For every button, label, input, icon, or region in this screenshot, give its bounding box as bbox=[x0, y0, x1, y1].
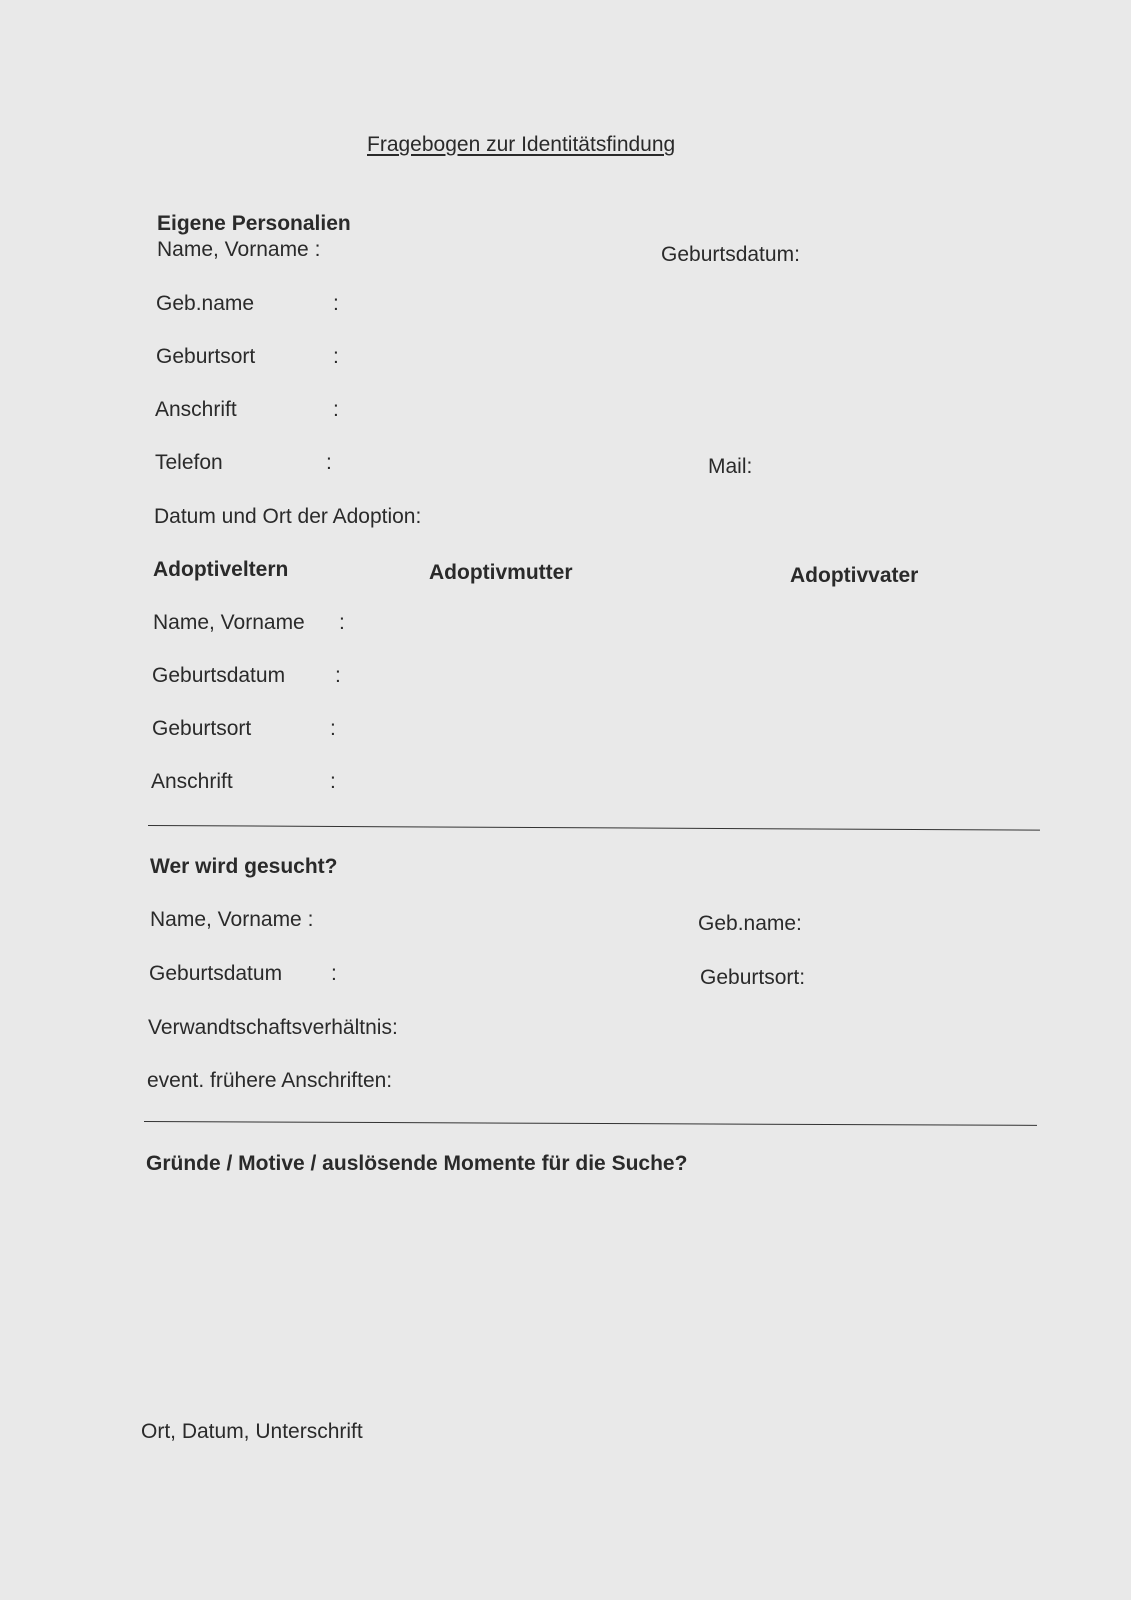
searched-name-label: Name, Vorname : bbox=[150, 908, 314, 931]
signature-label: Ort, Datum, Unterschrift bbox=[141, 1420, 363, 1443]
searched-former-addresses-label: event. frühere Anschriften: bbox=[147, 1069, 393, 1092]
own-birthname-colon: : bbox=[333, 292, 339, 315]
searched-person-heading: Wer wird gesucht? bbox=[150, 855, 338, 878]
parents-birthplace-colon: : bbox=[330, 717, 336, 740]
parents-name-colon: : bbox=[339, 611, 345, 634]
own-birthname-label: Geb.name bbox=[156, 292, 255, 315]
own-birthplace-label: Geburtsort bbox=[156, 345, 256, 368]
own-birthdate-label: Geburtsdatum: bbox=[661, 243, 800, 266]
own-address-colon: : bbox=[333, 398, 339, 421]
searched-birthplace-label: Geburtsort: bbox=[700, 966, 806, 989]
own-mail-label: Mail: bbox=[708, 455, 753, 478]
reasons-heading: Gründe / Motive / auslösende Momente für die Suche? bbox=[146, 1152, 688, 1175]
searched-relationship-label: Verwandtschaftsverhältnis: bbox=[148, 1016, 398, 1039]
parents-address-label: Anschrift bbox=[151, 770, 233, 793]
parents-address-colon: : bbox=[330, 770, 336, 793]
own-details-heading: Eigene Personalien bbox=[157, 212, 351, 235]
parents-birthdate-colon: : bbox=[335, 664, 341, 687]
own-phone-colon: : bbox=[326, 451, 332, 474]
searched-birthname-label: Geb.name: bbox=[698, 912, 802, 935]
adoptive-mother-heading: Adoptivmutter bbox=[429, 561, 573, 584]
own-address-label: Anschrift bbox=[155, 398, 237, 421]
section-divider-2 bbox=[144, 1121, 1037, 1126]
own-name-label: Name, Vorname : bbox=[157, 238, 321, 261]
parents-birthdate-label: Geburtsdatum bbox=[152, 664, 286, 687]
searched-birthdate-colon: : bbox=[331, 962, 337, 985]
section-divider-1 bbox=[148, 825, 1040, 831]
parents-name-label: Name, Vorname bbox=[153, 611, 305, 634]
own-adoption-label: Datum und Ort der Adoption: bbox=[154, 505, 422, 528]
own-phone-label: Telefon bbox=[155, 451, 223, 474]
adoptive-parents-heading: Adoptiveltern bbox=[153, 558, 289, 581]
own-birthplace-colon: : bbox=[333, 345, 339, 368]
document-title: Fragebogen zur Identitätsfindung bbox=[367, 133, 676, 156]
adoptive-father-heading: Adoptivvater bbox=[790, 564, 919, 587]
parents-birthplace-label: Geburtsort bbox=[152, 717, 252, 740]
searched-birthdate-label: Geburtsdatum bbox=[149, 962, 283, 985]
